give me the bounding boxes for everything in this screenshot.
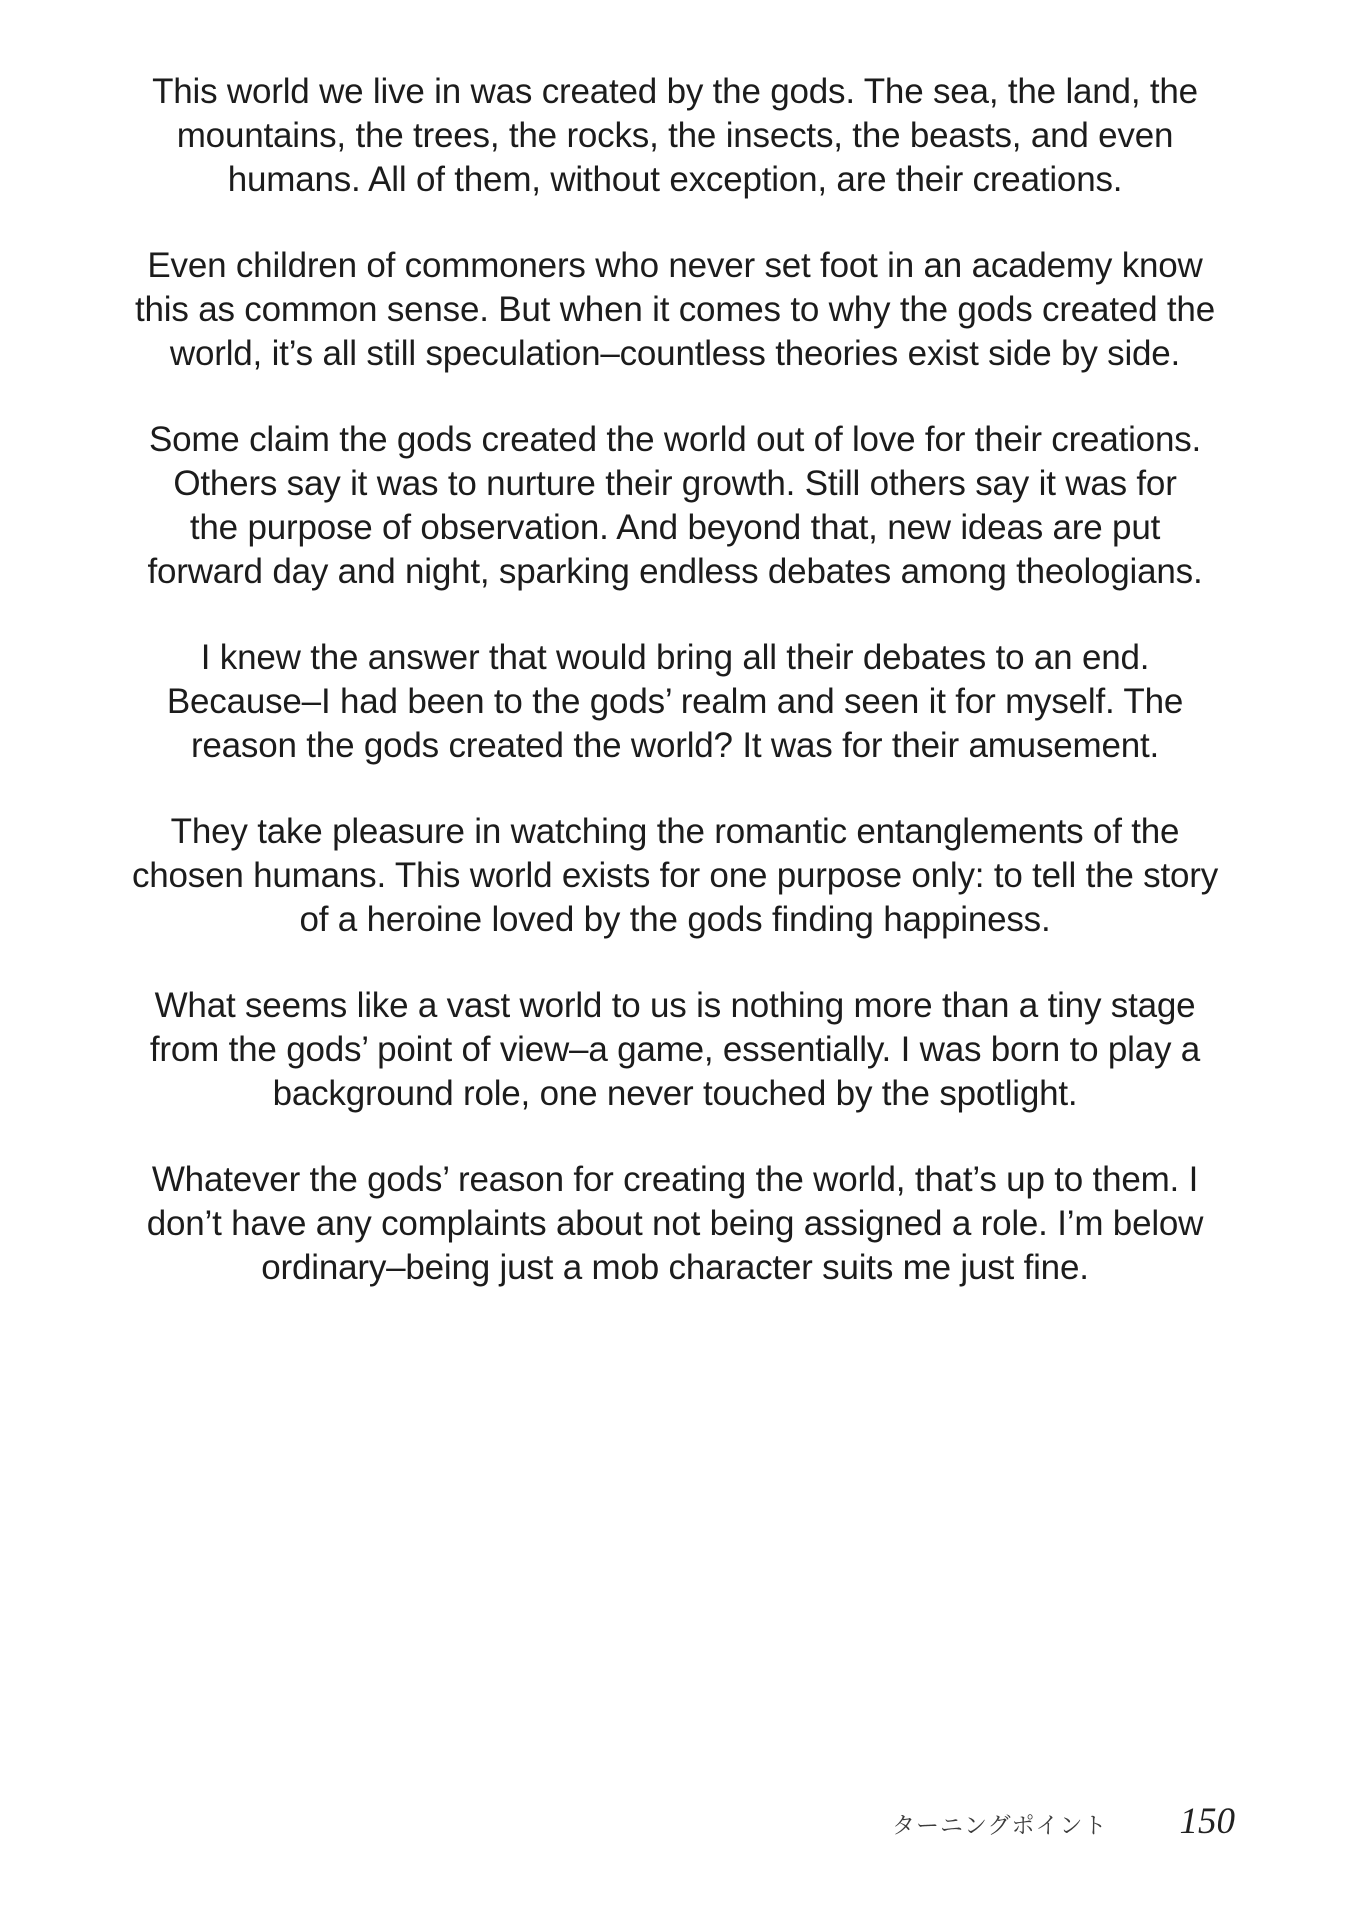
text-line: this as common sense. But when it comes to why the gods created the	[135, 290, 1215, 329]
paragraph-2	[0, 244, 1350, 376]
text-line: chosen humans. This world exists for one purpose only: to tell the story	[131, 856, 1219, 895]
text-line: Because–I had been to the gods’ realm and seen it for myself. The	[166, 682, 1184, 721]
paragraph-4	[0, 636, 1350, 768]
text-line: Whatever the gods’ reason for creating the world, that’s up to them. I	[151, 1160, 1199, 1199]
text-line: This world we live in was created by the gods. The sea, the land, the	[152, 72, 1198, 111]
text-line: humans. All of them, without exception, are their creations.	[227, 160, 1123, 199]
text-line: of a heroine loved by the gods finding happiness.	[299, 900, 1051, 939]
paragraph-6	[0, 984, 1350, 1116]
text-line: Some claim the gods created the world out of love for their creations.	[148, 420, 1202, 459]
text-line: What seems like a vast world to us is nothing more than a tiny stage	[154, 986, 1196, 1025]
text-line: Others say it was to nurture their growth. Still others say it was for	[173, 464, 1177, 503]
paragraph-3	[0, 418, 1350, 594]
text-line: I knew the answer that would bring all their debates to an end.	[200, 638, 1150, 677]
text-line: Even children of commoners who never set foot in an academy know	[147, 246, 1203, 285]
text-line: from the gods’ point of view–a game, essentially. I was born to play a	[149, 1030, 1201, 1069]
page-number: 150	[1179, 1801, 1235, 1842]
chapter-title: ターニングポイント	[891, 1813, 1108, 1839]
page-footer	[892, 1800, 1235, 1843]
paragraph-5	[0, 810, 1350, 942]
text-line: They take pleasure in watching the romantic entanglements of the	[170, 812, 1180, 851]
paragraph-7	[0, 1158, 1350, 1290]
text-line: forward day and night, sparking endless debates among theologians.	[147, 552, 1203, 591]
paragraph-1	[0, 70, 1350, 202]
text-line: background role, one never touched by the spotlight.	[272, 1074, 1078, 1113]
text-line: don’t have any complaints about not being assigned a role. I’m below	[146, 1204, 1204, 1243]
text-line: ordinary–being just a mob character suits me just fine.	[261, 1248, 1089, 1287]
text-line: mountains, the trees, the rocks, the insects, the beasts, and even	[176, 116, 1174, 155]
text-line: the purpose of observation. And beyond that, new ideas are put	[189, 508, 1161, 547]
text-line: world, it’s all still speculation–countless theories exist side by side.	[169, 334, 1181, 373]
text-line: reason the gods created the world? It was for their amusement.	[190, 726, 1160, 765]
